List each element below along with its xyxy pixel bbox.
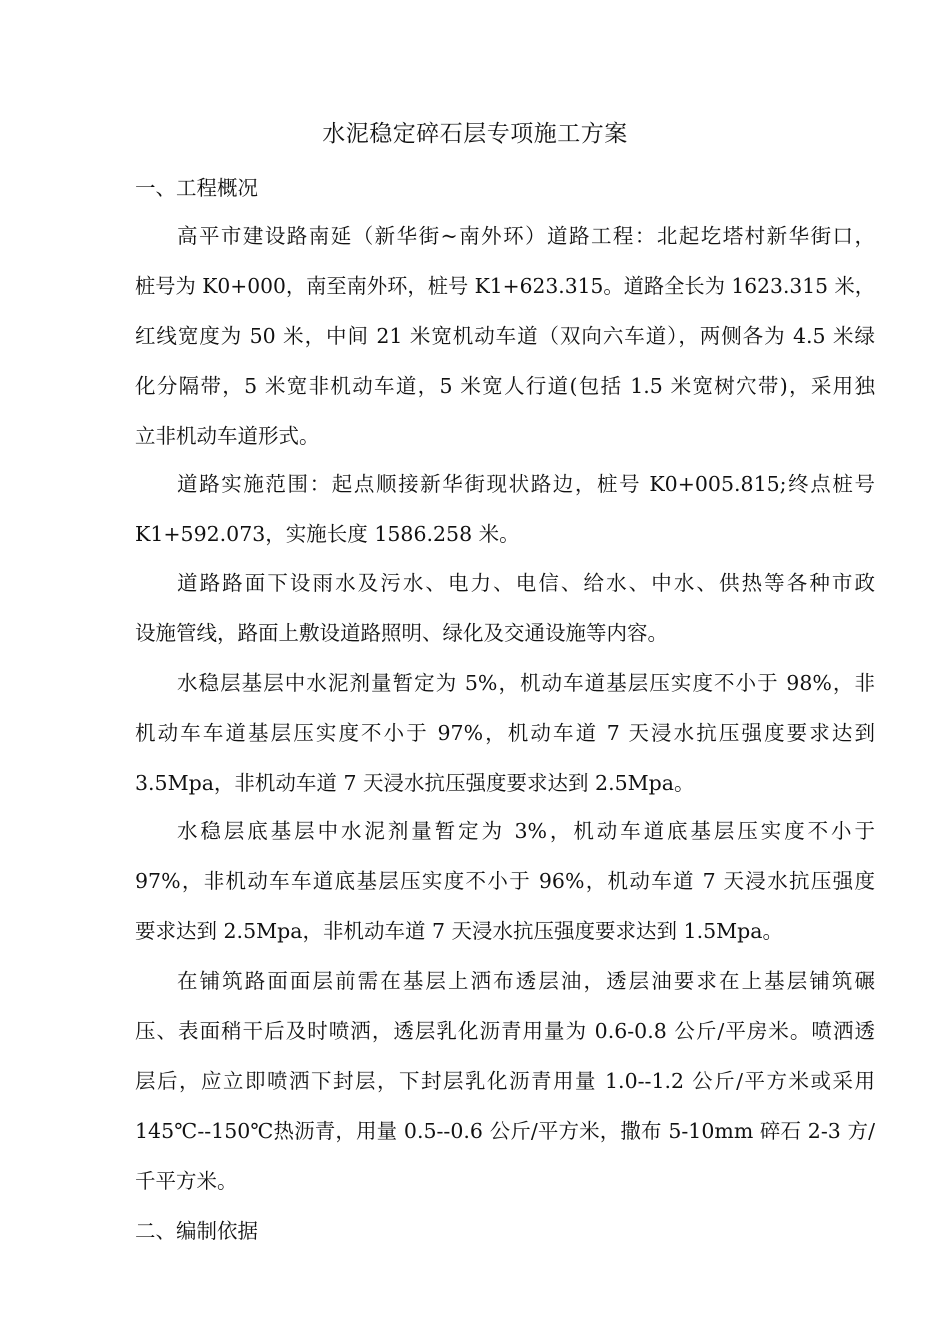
paragraph-base-layer — [135, 658, 875, 808]
paragraph-line: 145℃--150℃热沥青，用量 0.5--0.6 公斤/平方米，撒布 5-10mm 碎石 2-3 方/ — [135, 1119, 875, 1143]
paragraph-line: 层后，应立即喷洒下封层，下封层乳化沥青用量 1.0--1.2 公斤/平方米或采用 — [135, 1069, 875, 1093]
paragraph-line: 高平市建设路南延（新华街~南外环）道路工程：北起圪塔村新华街口， — [177, 224, 875, 248]
paragraph-line: 立非机动车道形式。 — [135, 424, 320, 448]
paragraph-utilities — [135, 558, 875, 658]
paragraph-subbase-layer — [135, 806, 875, 956]
paragraph-line: 机动车车道基层压实度不小于 97%，机动车道 7 天浸水抗压强度要求达到 — [135, 721, 875, 745]
paragraph-line: 道路路面下设雨水及污水、电力、电信、给水、中水、供热等各种市政 — [177, 571, 875, 595]
paragraph-line: 3.5Mpa，非机动车道 7 天浸水抗压强度要求达到 2.5Mpa。 — [135, 771, 695, 795]
paragraph-line: K1+592.073，实施长度 1586.258 米。 — [135, 522, 520, 546]
paragraph-line: 97%，非机动车车道底基层压实度不小于 96%，机动车道 7 天浸水抗压强度 — [135, 869, 875, 893]
paragraph-line: 在铺筑路面面层前需在基层上洒布透层油，透层油要求在上基层铺筑碾 — [177, 969, 875, 993]
paragraph-line: 水稳层基层中水泥剂量暂定为 5%，机动车道基层压实度不小于 98%，非 — [177, 671, 875, 695]
paragraph-line: 千平方米。 — [135, 1169, 238, 1193]
paragraph-line: 水稳层底基层中水泥剂量暂定为 3%，机动车道底基层压实度不小于 — [177, 819, 875, 843]
paragraph-line: 设施管线，路面上敷设道路照明、绿化及交通设施等内容。 — [135, 621, 668, 645]
section-heading-basis: 二、编制依据 — [135, 1219, 258, 1243]
paragraph-line: 化分隔带，5 米宽非机动车道，5 米宽人行道(包括 1.5 米宽树穴带)，采用独 — [135, 374, 875, 398]
document-title: 水泥稳定碎石层专项施工方案 — [322, 121, 628, 147]
paragraph-project-overview — [135, 211, 875, 461]
paragraph-line: 红线宽度为 50 米，中间 21 米宽机动车道（双向六车道），两侧各为 4.5 米绿 — [135, 324, 875, 348]
paragraph-implementation-scope — [135, 459, 875, 559]
paragraph-line: 道路实施范围：起点顺接新华街现状路边，桩号 K0+005.815;终点桩号 — [177, 472, 875, 496]
section-heading-overview: 一、工程概况 — [135, 176, 258, 200]
paragraph-line: 要求达到 2.5Mpa，非机动车道 7 天浸水抗压强度要求达到 1.5Mpa。 — [135, 919, 783, 943]
paragraph-prime-coat — [135, 956, 875, 1206]
paragraph-line: 压、表面稍干后及时喷洒，透层乳化沥青用量为 0.6-0.8 公斤/平房米。喷洒透 — [135, 1019, 875, 1043]
paragraph-line: 桩号为 K0+000，南至南外环，桩号 K1+623.315。道路全长为 1623.315 米， — [135, 274, 875, 298]
